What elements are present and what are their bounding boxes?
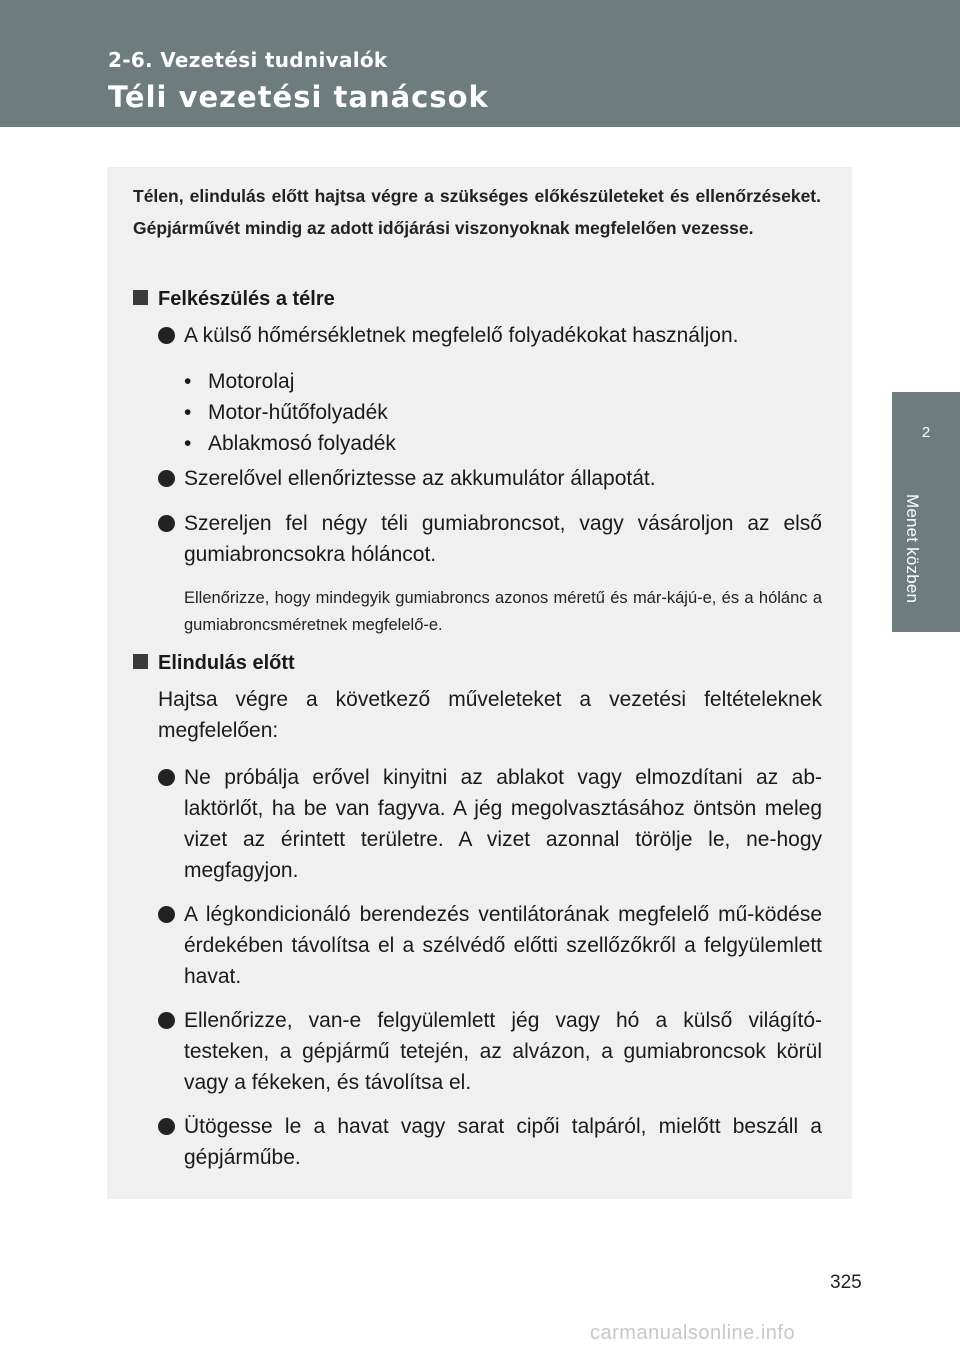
list-item: • Motorolaj xyxy=(184,370,295,393)
square-bullet-icon xyxy=(133,290,148,305)
tire-note: Ellenőrizze, hogy mindegyik gumiabroncs azonos méretű és már-kájú-e, és a hólánc a gumiabroncsméretnek megfelelő-e. xyxy=(184,589,822,634)
chapter-number-tab: 2 xyxy=(892,392,960,472)
round-bullet-icon xyxy=(158,1118,175,1135)
bullet-fluids: A külső hőmérsékletnek megfelelő folyadékokat használjon. xyxy=(158,320,822,351)
list-item: • Motor-hűtőfolyadék xyxy=(184,401,388,424)
bullet-ac: A légkondicionáló berendezés ventilátorának megfelelő mű-ködése érdekében távolítsa el a szélvédő előtti szellőzőkről a felgyülemlett havat. xyxy=(158,899,822,992)
bullet-ice-check: Ellenőrizze, van-e felgyülemlett jég vagy hó a külső világító-testeken, a gépjármű tetején, az alvázon, a gumiabroncsok körül vagy a fékeken, és távolítsa el. xyxy=(158,1005,822,1098)
intro-text: Télen, elindulás előtt hajtsa végre a szükséges előkészületeket és ellenőrzéseket. Gépjárművét mindig az adott időjárási viszonyoknak megfelelően vezesse. xyxy=(133,186,821,238)
round-bullet-icon xyxy=(158,769,175,786)
section-title: 2-6. Vezetési tudnivalók xyxy=(108,48,388,72)
round-bullet-icon xyxy=(158,327,175,344)
chapter-label: Menet közben xyxy=(903,494,922,604)
bullet-battery: Szerelővel ellenőriztesse az akkumulátor állapotát. xyxy=(158,463,822,494)
square-bullet-icon xyxy=(133,654,148,669)
round-bullet-icon xyxy=(158,906,175,923)
section-lead: Hajtsa végre a következő műveleteket a vezetési feltételeknek megfelelően: xyxy=(158,688,822,742)
section-heading-winter-prep: Felkészülés a télre xyxy=(133,288,335,311)
round-bullet-icon xyxy=(158,1012,175,1029)
round-bullet-icon xyxy=(158,515,175,532)
page-title: Téli vezetési tanácsok xyxy=(108,80,489,114)
round-bullet-icon xyxy=(158,470,175,487)
watermark: carmanualsonline.info xyxy=(590,1322,796,1344)
bullet-tires: Szereljen fel négy téli gumiabroncsot, vagy vásároljon az első gumiabroncsokra hóláncot. xyxy=(158,508,822,570)
list-item: • Ablakmosó folyadék xyxy=(184,432,396,455)
section-heading-before-start: Elindulás előtt xyxy=(133,652,295,675)
page-number: 325 xyxy=(830,1272,862,1293)
page-header xyxy=(0,0,960,127)
bullet-shoes: Ütögesse le a havat vagy sarat cipői talpáról, mielőtt beszáll a gépjárműbe. xyxy=(158,1111,822,1173)
bullet-window: Ne próbálja erővel kinyitni az ablakot vagy elmozdítani az ab-laktörlőt, ha be van fagyva. A jég megolvasztásához öntsön meleg vizet az érintett területre. A vizet azonnal törölje le, ne-hogy megfagyjon. xyxy=(158,762,822,886)
